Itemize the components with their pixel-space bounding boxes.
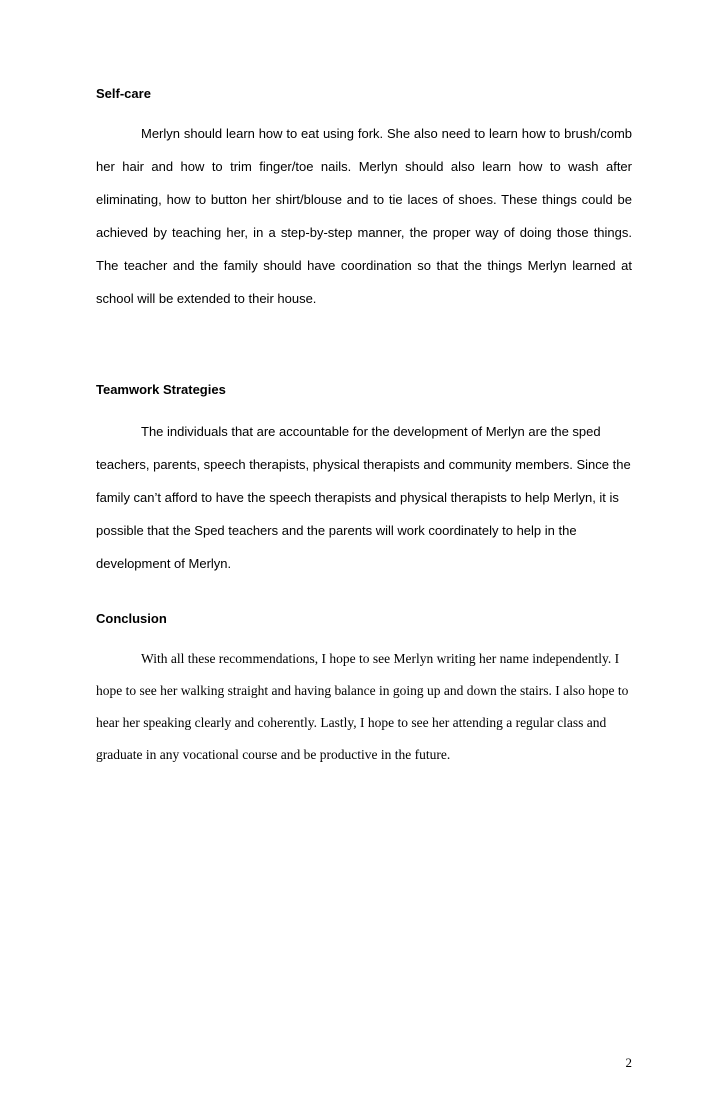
section-paragraph-self-care: Merlyn should learn how to eat using fork. She also need to learn how to brush/comb her hair and how to trim finger/toe nails. Merlyn should also learn how to wash after eliminating, how to button her shirt/blouse and to tie laces of shoes. These things could be achieved by teaching her, in a step-by-step manner, the proper way of doing those things. The teacher and the family should have coordination so that the things Merlyn learned at school will be extended to their house. <box>96 126 632 306</box>
section-paragraph-conclusion: With all these recommendations, I hope to see Merlyn writing her name independently. I hope to see her walking straight and having balance in going up and down the stairs. I also hope to hear her speaking clearly and coherently. Lastly, I hope to see her attending a regular class and graduate in any vocational course and be productive in the future. <box>96 651 629 762</box>
section-heading-conclusion: Conclusion <box>96 611 167 626</box>
section-heading-self-care: Self-care <box>96 86 151 101</box>
section-paragraph-teamwork-strategies: The individuals that are accountable for the development of Merlyn are the sped teachers, parents, speech therapists, physical therapists and community members. Since the family can’t afford to have the speech therapists and physical therapists to help Merlyn, it is possible that the Sped teachers and the parents will work coordinately to help in the development of Merlyn. <box>96 424 631 571</box>
section-heading-teamwork-strategies: Teamwork Strategies <box>96 382 226 397</box>
section-conclusion <box>96 611 632 771</box>
section-teamwork-strategies <box>96 382 632 580</box>
section-self-care <box>96 86 632 315</box>
page-number: 2 <box>625 1055 632 1070</box>
